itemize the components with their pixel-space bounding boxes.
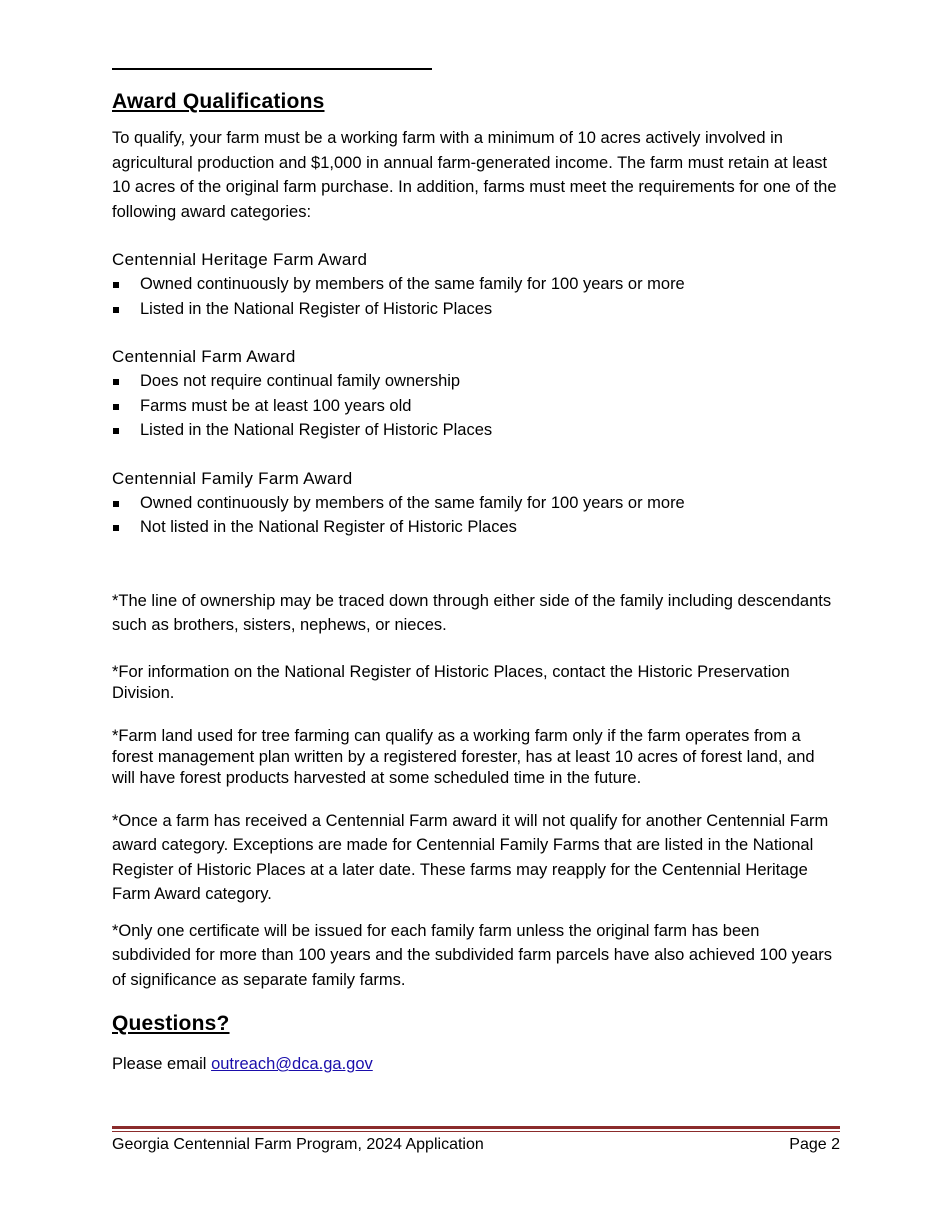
page-content (112, 88, 840, 1076)
square-bullet-icon (113, 525, 119, 531)
category-list-family (112, 491, 840, 540)
category-list-centennial (112, 369, 840, 443)
email-line (112, 1052, 840, 1076)
list-item (112, 369, 840, 394)
square-bullet-icon (113, 428, 119, 434)
list-item-text: Owned continuously by members of the same family for 100 years or more (140, 493, 685, 512)
intro-paragraph: To qualify, your farm must be a working farm with a minimum of 10 acres actively involved in agricultural production and $1,000 in annual farm-generated income. The farm must retain at least 10 acres of the original farm purchase. In addition, farms must meet the requirements for one of the following award categories: (112, 129, 837, 221)
list-item (112, 297, 840, 322)
list-item (112, 515, 840, 540)
page-number: Page 2 (789, 1136, 840, 1153)
list-item (112, 418, 840, 443)
list-item-text: Not listed in the National Register of Historic Places (140, 518, 517, 536)
footer-divider-thin (112, 1131, 840, 1132)
footer-title: Georgia Centennial Farm Program, 2024 Application (112, 1136, 484, 1153)
list-item-text: Farms must be at least 100 years old (140, 396, 412, 415)
note-national-register: *For information on the National Register of Historic Places, contact the Historic Preservation Division. (112, 662, 790, 702)
award-qualifications-heading: Award Qualifications (112, 90, 325, 113)
square-bullet-icon (113, 282, 119, 288)
square-bullet-icon (113, 501, 119, 507)
category-list-heritage (112, 272, 840, 321)
square-bullet-icon (113, 404, 119, 410)
square-bullet-icon (113, 379, 119, 385)
list-item-text: Does not require continual family ownership (140, 372, 461, 390)
category-title-family: Centennial Family Farm Award (112, 468, 353, 488)
top-divider (112, 68, 432, 70)
footer-divider-thick (112, 1126, 840, 1129)
category-title-centennial: Centennial Farm Award (112, 347, 296, 366)
note-tree-farming: *Farm land used for tree farming can qualify as a working farm only if the farm operates from a forest management plan written by a registered forester, has at least 10 acres of forest land, and will have forest products harvested at some scheduled time in the future. (112, 726, 815, 787)
list-item-text: Owned continuously by members of the same family for 100 years or more (140, 275, 685, 293)
list-item (112, 491, 840, 516)
note-ownership: *The line of ownership may be traced down through either side of the family including descendants such as brothers, sisters, nephews, or nieces. (112, 591, 832, 634)
list-item-text: Listed in the National Register of Historic Places (140, 299, 493, 318)
category-title-heritage: Centennial Heritage Farm Award (112, 250, 368, 269)
questions-heading: Questions? (112, 1012, 230, 1035)
square-bullet-icon (113, 307, 119, 313)
list-item (112, 272, 840, 297)
email-link[interactable]: outreach@dca.ga.gov (211, 1055, 373, 1073)
note-single-award: *Once a farm has received a Centennial Farm award it will not qualify for another Centennial Farm award category. Exceptions are made for Centennial Family Farms that are listed in the National Register of Historic Places at a later date. These farms may reapply for the Centennial Heritage Farm Award category. (112, 811, 829, 903)
email-prompt: Please email (112, 1055, 212, 1073)
note-certificate: *Only one certificate will be issued for each family farm unless the original farm has been subdivided for more than 100 years and the subdivided farm parcels have also achieved 100 years of significance as separate family farms. (112, 921, 833, 989)
list-item (112, 394, 840, 419)
list-item-text: Listed in the National Register of Historic Places (140, 421, 493, 439)
